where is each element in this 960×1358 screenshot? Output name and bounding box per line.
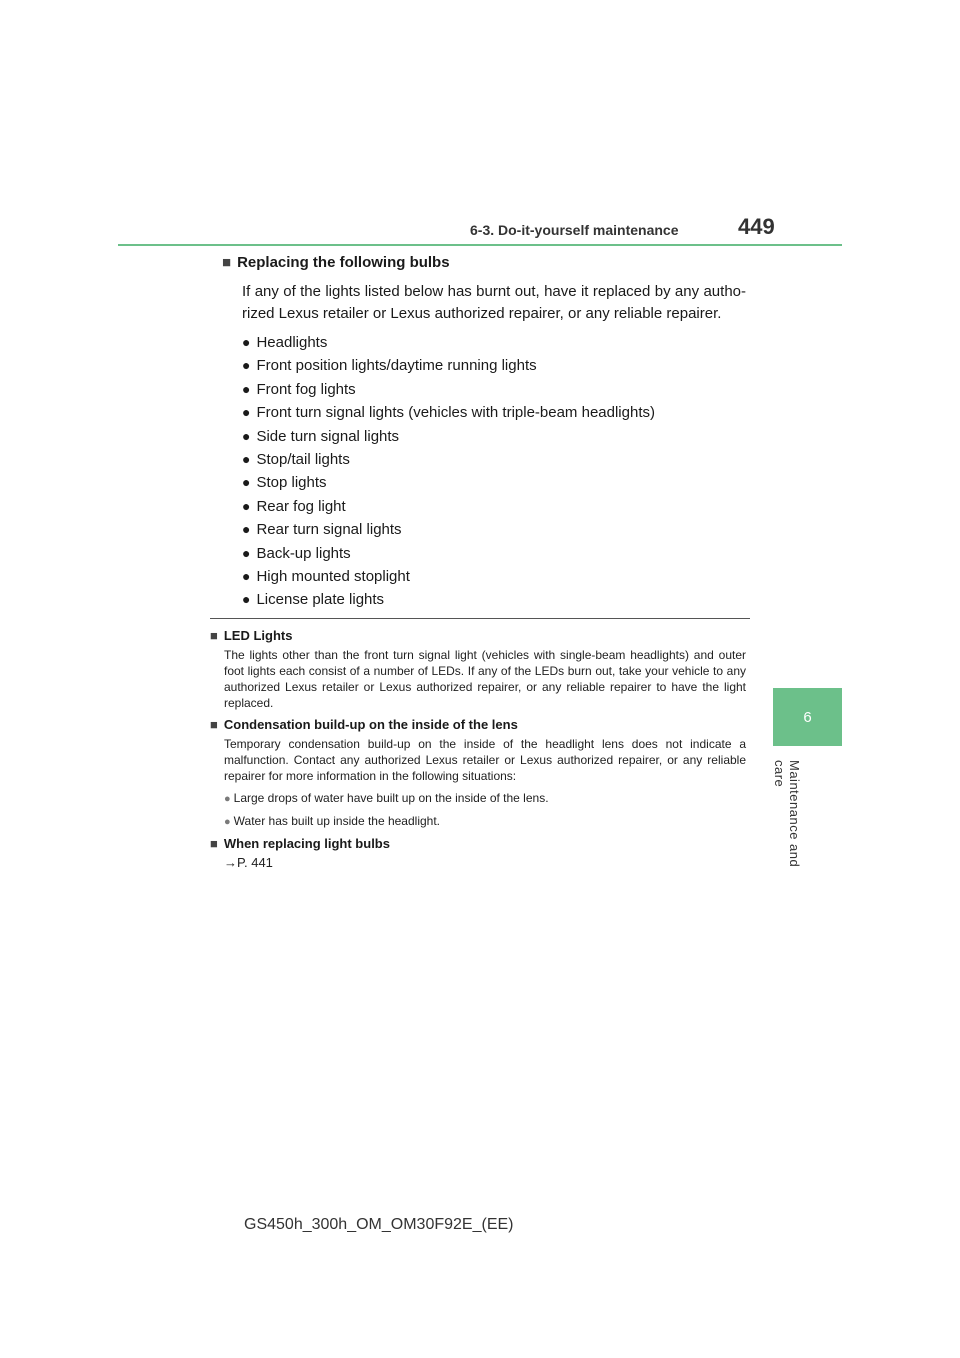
bullet-dot-icon: ● [242,497,251,514]
bulb-list [242,331,746,612]
square-bullet-icon: ■ [222,254,232,271]
model-code-footer: GS450h_300h_OM_OM30F92E_(EE) [244,1216,514,1233]
section-heading-text: Replacing the following bulbs [237,254,450,271]
bullet-dot-icon: ● [242,544,251,561]
list-item: ● Front turn signal lights (vehicles with triple-beam headlights) [242,404,655,422]
bullet-dot-icon: ● [224,793,231,805]
list-item: ● Front position lights/daytime running lights [242,357,537,375]
section-title: 6-3. Do-it-yourself maintenance [470,222,679,238]
square-bullet-icon: ■ [210,628,218,643]
list-item: ● License plate lights [242,591,385,609]
bullet-dot-icon: ● [242,568,251,585]
section-heading [222,254,746,271]
bullet-dot-icon: ● [242,334,251,350]
bullet-dot-icon: ● [242,380,251,397]
list-item: ● Rear fog light [242,497,346,515]
note-heading-replacing: ■ When replacing light bulbs [210,836,390,851]
page-reference-link[interactable]: →P. 441 [224,855,273,870]
square-bullet-icon: ■ [210,717,218,732]
bullet-dot-icon: ● [242,451,251,468]
header-rule [118,244,842,246]
note-heading-led: ■ LED Lights [210,628,293,643]
bullet-dot-icon: ● [242,357,251,374]
list-item: ● Stop lights [242,474,327,492]
list-item: ● Stop/tail lights [242,451,350,469]
list-item: ● Rear turn signal lights [242,521,402,539]
chapter-number: 6 [803,708,812,726]
notes-divider [210,618,750,619]
list-item: ● Back-up lights [242,544,351,562]
bullet-dot-icon: ● [242,404,251,421]
bullet-dot-icon: ● [242,427,251,444]
bullet-dot-icon: ● [242,521,251,538]
list-item: ● Front fog lights [242,380,356,398]
note-heading-condensation: ■ Condensation build-up on the inside of the lens [210,717,518,732]
chapter-tab[interactable] [773,688,842,746]
bullet-dot-icon: ● [224,816,231,828]
notes-section [210,628,746,870]
note-text-condensation: Temporary condensation build-up on the inside of the headlight lens does not indicate a malfunction. Contact any authorized Lexus retailer or Lexus authorized repairer, or any reliable repairer for more information in the following situations: [224,737,746,783]
list-item: ● Large drops of water have built up on the inside of the lens. [224,791,549,805]
intro-paragraph: If any of the lights listed below has burnt out, have it replaced by any autho-rized Lexus retailer or Lexus authorized repairer, or any reliable repairer. [242,283,746,322]
list-item: ● High mounted stoplight [242,568,410,586]
page-number: 449 [738,214,775,239]
list-item: ● Side turn signal lights [242,427,400,445]
bullet-dot-icon: ● [242,591,251,608]
main-section [222,254,746,612]
note-text-led: The lights other than the front turn signal light (vehicles with single-beam headlights) and outer foot lights each consist of a number of LEDs. If any of the LEDs burn out, take your vehicle to any authorized Lexus retailer or Lexus authorized repairer, or any reliable repairer to have the light replaced. [224,648,746,710]
bullet-dot-icon: ● [242,474,251,491]
list-item: ● Water has built up inside the headlight. [224,814,441,828]
chapter-label: Maintenance and care [772,760,802,868]
square-bullet-icon: ■ [210,836,218,851]
arrow-right-icon: → [224,855,237,870]
list-item: ● Headlights [242,334,328,351]
